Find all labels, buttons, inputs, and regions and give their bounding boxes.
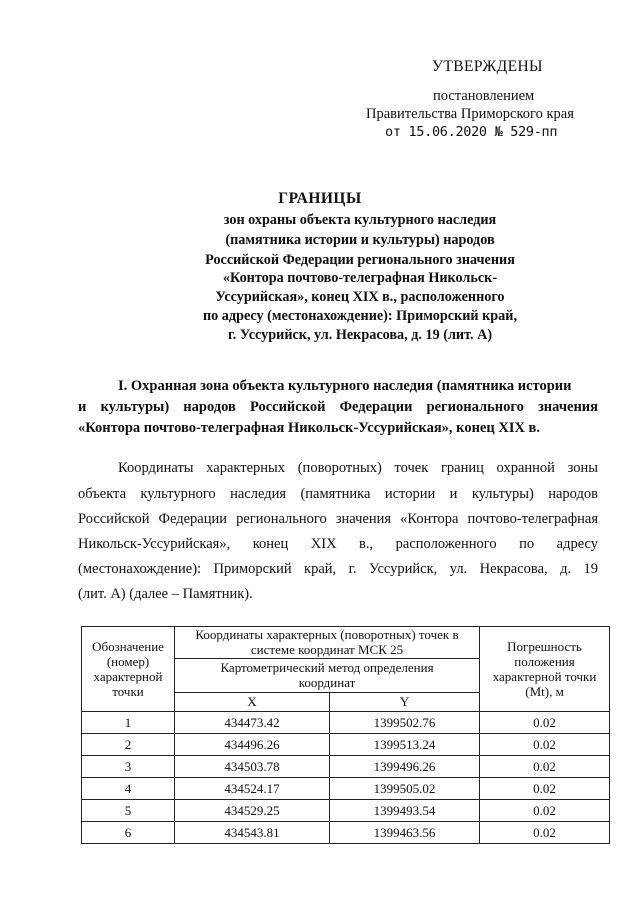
cell-error: 0.02 xyxy=(480,756,610,778)
paragraph-line: (лит. А) (далее – Памятник). xyxy=(78,586,253,602)
cell-point: 1 xyxy=(82,712,175,734)
cell-y: 1399513.24 xyxy=(330,734,480,756)
cell-error: 0.02 xyxy=(480,822,610,844)
subtitle-line: (памятника истории и культуры) народов xyxy=(225,232,495,248)
approval-line-date-number: от 15.06.2020 № 529-пп xyxy=(385,124,558,140)
coordinates-table xyxy=(81,626,610,844)
cell-point: 4 xyxy=(82,778,175,800)
cell-x: 434543.81 xyxy=(175,822,330,844)
subtitle-line: г. Уссурийск, ул. Некрасова, д. 19 (лит. А) xyxy=(227,327,493,343)
header-point-number: Обозначение (номер) характерной точки xyxy=(82,627,175,712)
header-y: Y xyxy=(330,692,480,711)
paragraph-line: Координаты характерных (поворотных) точек границ охранной зоны xyxy=(118,460,598,476)
cell-x: 434503.78 xyxy=(175,756,330,778)
cell-x: 434529.25 xyxy=(175,800,330,822)
cell-error: 0.02 xyxy=(480,778,610,800)
header-x: X xyxy=(175,692,330,711)
cell-y: 1399496.26 xyxy=(330,756,480,778)
cell-point: 2 xyxy=(82,734,175,756)
cell-y: 1399505.02 xyxy=(330,778,480,800)
subtitle-line: Уссурийская», конец XIX в., расположенного xyxy=(215,289,505,305)
paragraph-line: (местонахождение): Приморский край, г. Уссурийск, ул. Некрасова, д. 19 xyxy=(78,561,598,577)
cell-y: 1399502.76 xyxy=(330,712,480,734)
cell-error: 0.02 xyxy=(480,800,610,822)
subtitle-line: по адресу (местонахождение): Приморский край, xyxy=(202,308,517,324)
table-row xyxy=(82,778,610,800)
subtitle-line: Российской Федерации регионального значения xyxy=(205,252,515,268)
table-row xyxy=(82,756,610,778)
cell-point: 6 xyxy=(82,822,175,844)
cell-y: 1399463.56 xyxy=(330,822,480,844)
cell-point: 5 xyxy=(82,800,175,822)
cell-error: 0.02 xyxy=(480,712,610,734)
table-row xyxy=(82,734,610,756)
section-heading-line: I. Охранная зона объекта культурного наследия (памятника истории xyxy=(118,378,572,394)
table-row xyxy=(82,822,610,844)
cell-point: 3 xyxy=(82,756,175,778)
cell-y: 1399493.54 xyxy=(330,800,480,822)
approval-line-decree: постановлением xyxy=(433,88,535,104)
subtitle-line: «Контора почтово-телеграфная Никольск- xyxy=(222,270,498,286)
cell-x: 434473.42 xyxy=(175,712,330,734)
section-heading-line: «Контора почтово-телеграфная Никольск-Уссурийская», конец XIX в. xyxy=(78,420,541,436)
paragraph-line: Никольск-Уссурийская», конец XIX в., расположенного по адресу xyxy=(78,536,598,552)
paragraph-line: Российской Федерации регионального значения «Контора почтово-телеграфная xyxy=(78,511,598,527)
approval-line-government: Правительства Приморского края xyxy=(366,106,574,122)
table-row xyxy=(82,712,610,734)
header-method: Картометрический метод определения координат xyxy=(175,658,480,692)
cell-error: 0.02 xyxy=(480,734,610,756)
page-title: ГРАНИЦЫ xyxy=(278,190,362,207)
header-error: Погрешность положения характерной точки (Mt), м xyxy=(480,627,610,712)
section-heading-line: и культуры) народов Российской Федерации регионального значения xyxy=(78,399,598,415)
approval-title: УТВЕРЖДЕНЫ xyxy=(432,58,543,75)
cell-x: 434496.26 xyxy=(175,734,330,756)
cell-x: 434524.17 xyxy=(175,778,330,800)
paragraph-line: объекта культурного наследия (памятника истории и культуры) народов xyxy=(78,486,598,502)
subtitle-line: зон охраны объекта культурного наследия xyxy=(223,212,497,228)
header-coordinates: Координаты характерных (поворотных) точек в системе координат МСК 25 xyxy=(175,627,480,659)
table-row xyxy=(82,800,610,822)
